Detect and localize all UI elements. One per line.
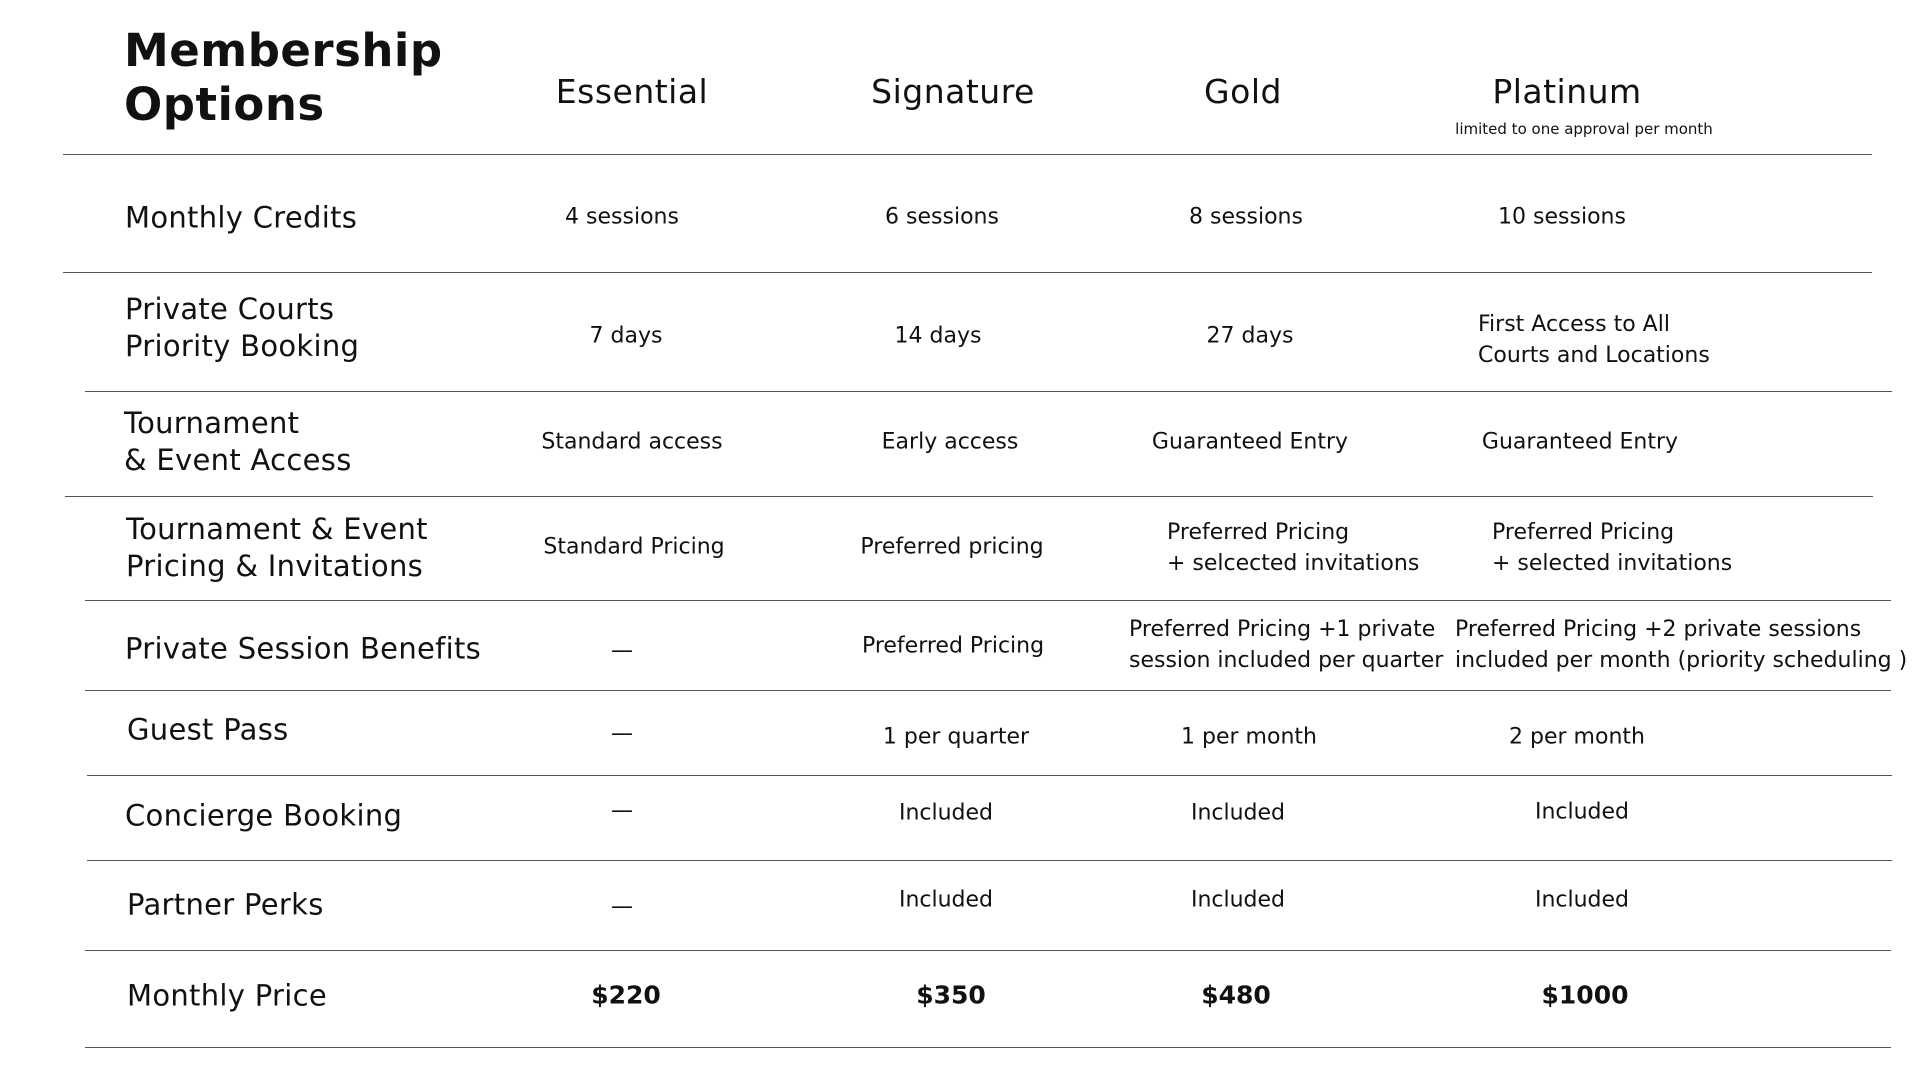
cell-signature: Preferred Pricing	[861, 633, 1045, 659]
cell-gold: Guaranteed Entry	[1151, 429, 1349, 455]
cell-platinum: 2 per month	[1509, 724, 1645, 750]
tier-header-essential: Essential	[555, 72, 709, 111]
cell-gold: 8 sessions	[1189, 204, 1303, 230]
row-divider	[63, 154, 1872, 155]
cell-gold: Preferred Pricing + selcected invitations	[1167, 520, 1420, 576]
row-label-event-access: Tournament & Event Access	[124, 406, 352, 477]
tier-header-gold: Gold	[1204, 72, 1282, 111]
row-divider	[85, 1047, 1891, 1048]
cell-platinum: Preferred Pricing +2 private sessions included per month (priority scheduling )	[1455, 617, 1908, 673]
row-label-event-pricing: Tournament & Event Pricing & Invitations	[126, 512, 428, 583]
cell-platinum: Guaranteed Entry	[1481, 429, 1679, 455]
cell-signature: Preferred pricing	[860, 534, 1044, 560]
cell-signature: Early access	[881, 429, 1019, 455]
row-divider	[85, 950, 1891, 951]
tier-header-platinum: Platinum	[1492, 72, 1642, 111]
cell-gold: Preferred Pricing +1 private session included per quarter	[1129, 617, 1444, 673]
tier-header-signature: Signature	[871, 72, 1035, 111]
cell-gold: 1 per month	[1181, 724, 1317, 750]
cell-signature: 6 sessions	[885, 204, 999, 230]
cell-essential: —	[611, 798, 633, 824]
cell-signature: Included	[898, 887, 994, 913]
row-divider	[87, 775, 1892, 776]
cell-signature: 1 per quarter	[882, 724, 1030, 750]
row-divider	[85, 391, 1892, 392]
price-essential: $220	[591, 980, 661, 1010]
cell-platinum: Included	[1534, 799, 1630, 825]
row-label-monthly-credits: Monthly Credits	[125, 200, 358, 235]
row-divider	[87, 860, 1892, 861]
cell-essential: Standard Pricing	[543, 534, 725, 560]
cell-essential: 4 sessions	[565, 204, 679, 230]
row-divider	[85, 690, 1891, 691]
cell-platinum: First Access to All Courts and Locations	[1478, 312, 1710, 368]
cell-gold: 27 days	[1206, 323, 1294, 349]
row-label-guest-pass: Guest Pass	[127, 712, 289, 747]
cell-essential: —	[611, 721, 633, 747]
row-divider	[85, 600, 1891, 601]
cell-essential: —	[611, 638, 633, 664]
cell-essential: 7 days	[589, 323, 663, 349]
cell-platinum: Preferred Pricing + selected invitations	[1492, 520, 1733, 576]
cell-platinum: 10 sessions	[1498, 204, 1626, 230]
cell-essential: —	[611, 894, 633, 920]
page-title: Membership Options	[124, 24, 443, 131]
row-label-priority-booking: Private Courts Priority Booking	[125, 292, 360, 363]
cell-gold: Included	[1190, 800, 1286, 826]
price-platinum: $1000	[1541, 980, 1629, 1010]
cell-signature: Included	[898, 800, 994, 826]
cell-signature: 14 days	[894, 323, 982, 349]
row-label-concierge: Concierge Booking	[125, 798, 403, 833]
row-label-partner-perks: Partner Perks	[127, 887, 324, 922]
row-label-monthly-price: Monthly Price	[127, 978, 327, 1013]
price-gold: $480	[1201, 980, 1271, 1010]
platinum-note: limited to one approval per month	[1455, 120, 1713, 138]
cell-gold: Included	[1190, 887, 1286, 913]
cell-platinum: Included	[1534, 887, 1630, 913]
row-divider	[65, 496, 1873, 497]
row-divider	[63, 272, 1872, 273]
row-label-private-session: Private Session Benefits	[125, 631, 482, 666]
cell-essential: Standard access	[541, 429, 723, 455]
price-signature: $350	[916, 980, 986, 1010]
